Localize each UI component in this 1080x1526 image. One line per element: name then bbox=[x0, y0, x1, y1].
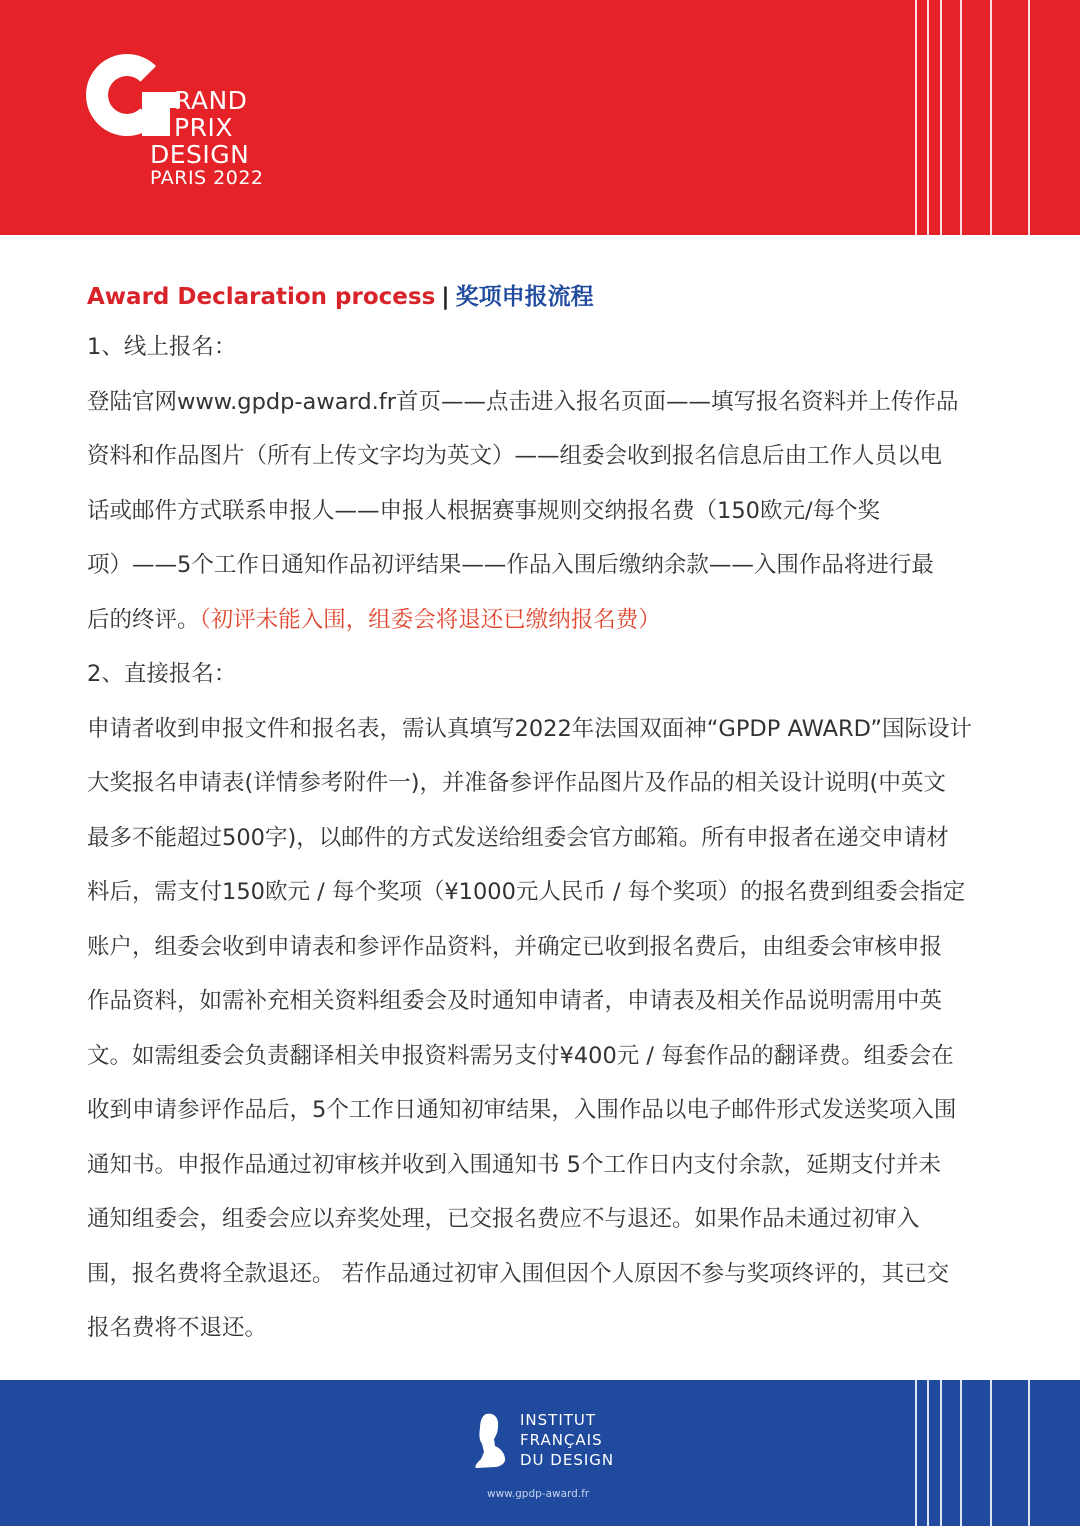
paragraph-line: 登陆官网www.gpdp-award.fr首页——点击进入报名页面——填写报名资料并上传作品 bbox=[87, 388, 959, 415]
decorative-line bbox=[940, 1380, 942, 1526]
section-title bbox=[87, 278, 594, 311]
paragraph-line: 话或邮件方式联系申报人——申报人根据赛事规则交纳报名费（150欧元/每个奖 bbox=[87, 497, 881, 524]
heading-online: 1、线上报名： bbox=[87, 334, 237, 360]
decorative-line bbox=[927, 1380, 929, 1526]
paragraph-line: 作品资料，如需补充相关资料组委会及时通知申请者，申请表及相关作品说明需用中英 bbox=[87, 988, 943, 1014]
paragraph-line: 围，报名费将全款退还。 若作品通过初审入围但因个人原因不参与奖项终评的，其已交 bbox=[87, 1260, 950, 1287]
decorative-line bbox=[960, 1380, 962, 1526]
paragraph-line: 项）——5个工作日通知作品初评结果——作品入围后缴纳余款——入围作品将进行最 bbox=[87, 552, 934, 578]
paragraph-line: 通知组委会，组委会应以弃奖处理，已交报名费应不与退还。如果作品未通过初审入 bbox=[87, 1206, 920, 1232]
institute-line: FRANÇAIS bbox=[520, 1431, 603, 1449]
title-separator: | bbox=[441, 284, 450, 310]
decorative-line bbox=[940, 0, 942, 235]
decorative-line bbox=[960, 0, 962, 235]
paragraph-line: 通知书。申报作品通过初审核并收到入围通知书 5个工作日内支付余款，延期支付并未 bbox=[87, 1151, 941, 1178]
decorative-line bbox=[1028, 1380, 1030, 1526]
title-chinese: 奖项申报流程 bbox=[455, 284, 594, 310]
decorative-line bbox=[990, 1380, 992, 1526]
logo-text: DESIGN bbox=[150, 140, 250, 169]
paragraph-text: 后的终评。 bbox=[87, 606, 200, 633]
paragraph-line: 资料和作品图片（所有上传文字均为英文）——组委会收到报名信息后由工作人员以电 bbox=[87, 443, 943, 469]
logo-text: PARIS 2022 bbox=[150, 167, 264, 189]
grand-prix-design-logo bbox=[86, 52, 276, 192]
paragraph-line: 料后，需支付150欧元 / 每个奖项（¥1000元人民币 / 每个奖项）的报名费到组委会指定 bbox=[87, 879, 966, 905]
bust-icon bbox=[472, 1412, 508, 1470]
decorative-line bbox=[990, 0, 992, 235]
institute-line: DU DESIGN bbox=[520, 1451, 615, 1469]
paragraph-line: 最多不能超过500字)，以邮件的方式发送给组委会官方邮箱。所有申报者在递交申请材 bbox=[87, 824, 949, 851]
heading-direct: 2、直接报名： bbox=[87, 661, 237, 687]
refund-note: （初评未能入围，组委会将退还已缴纳报名费） bbox=[199, 606, 661, 633]
paragraph-line: 大奖报名申请表(详情参考附件一)，并准备参评作品图片及作品的相关设计说明(中英文 bbox=[87, 770, 946, 796]
logo-text: PRIX bbox=[174, 113, 233, 142]
title-english: Award Declaration process bbox=[87, 284, 436, 310]
paragraph-line: 账户，组委会收到申请表和参评作品资料，并确定已收到报名费后，由组委会审核申报 bbox=[87, 933, 943, 960]
logo-text: RAND bbox=[174, 86, 248, 115]
institute-name bbox=[520, 1410, 614, 1470]
decorative-line bbox=[927, 0, 929, 235]
decorative-line bbox=[1028, 0, 1030, 235]
paragraph-line: 报名费将不退还。 bbox=[87, 1315, 268, 1341]
decorative-line bbox=[915, 1380, 917, 1526]
website-url: www.gpdp-award.fr bbox=[487, 1488, 590, 1500]
institute-line: INSTITUT bbox=[520, 1411, 597, 1429]
paragraph-line: 收到申请参评作品后，5个工作日通知初审结果，入围作品以电子邮件形式发送奖项入围 bbox=[87, 1097, 957, 1123]
paragraph-line: 申请者收到申报文件和报名表，需认真填写2022年法国双面神“GPDP AWARD”国际设计 bbox=[87, 715, 973, 742]
header-banner bbox=[0, 0, 1080, 235]
decorative-line bbox=[915, 0, 917, 235]
body-text bbox=[87, 325, 1007, 1361]
logo-g-mark bbox=[142, 92, 170, 136]
paragraph-line bbox=[87, 598, 1007, 653]
paragraph-line: 文。如需组委会负责翻译相关申报资料需另支付¥400元 / 每套作品的翻译费。组委会在 bbox=[87, 1042, 954, 1069]
